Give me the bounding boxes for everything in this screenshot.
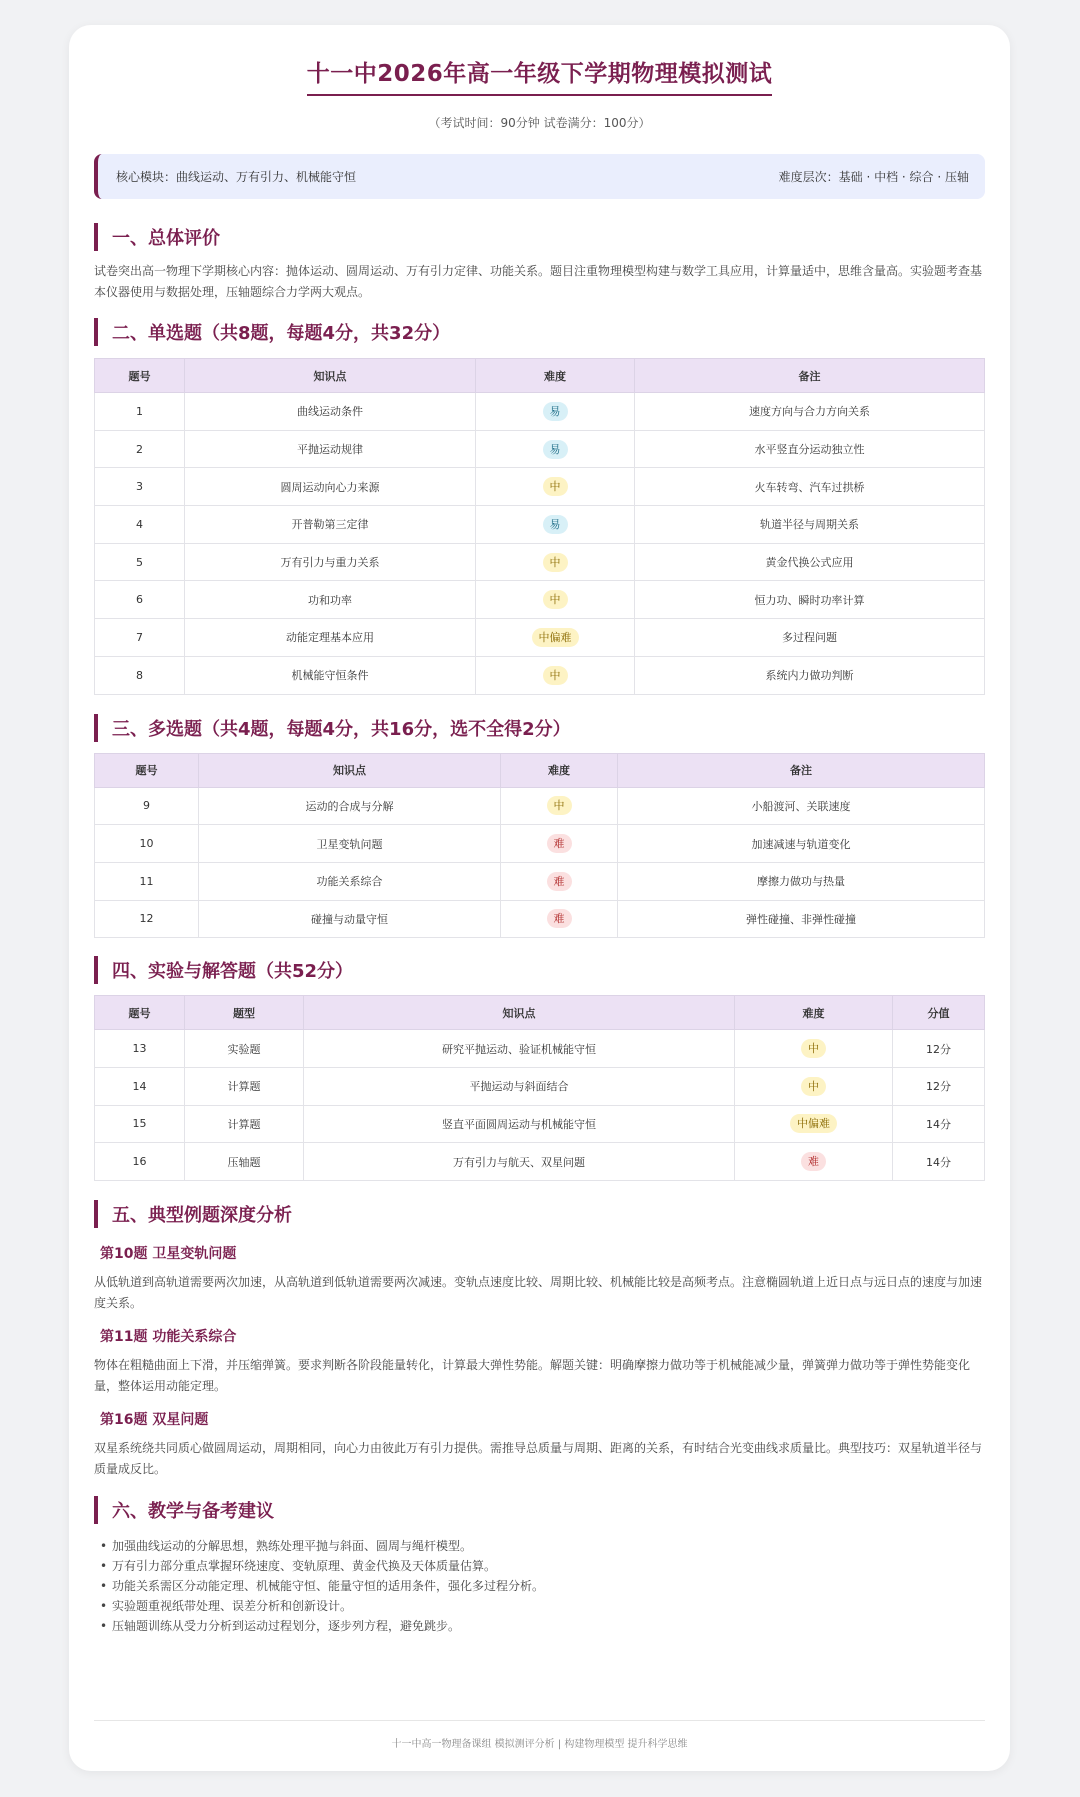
col-header-score: 分值	[893, 996, 985, 1030]
topic-cell: 曲线运动条件	[185, 393, 476, 431]
analysis-text-q16: 双星系统绕共同质心做圆周运动，周期相同，向心力由彼此万有引力提供。需推导总质量与周期、距离的关系，有时结合光变曲线求质量比。典型技巧：双星轨道半径与质量成反比。	[94, 1441, 983, 1476]
table-row	[95, 619, 985, 657]
note-cell: 弹性碰撞、非弹性碰撞	[618, 900, 985, 938]
level-cell	[476, 581, 635, 619]
multi-choice-table	[94, 753, 985, 939]
section-heading-suggestions: 六、教学与备考建议	[94, 1496, 985, 1524]
section-heading-experiment: 四、实验与解答题（共52分）	[94, 956, 985, 984]
level-cell	[476, 506, 635, 544]
topic-cell: 机械能守恒条件	[185, 656, 476, 694]
no-cell: 5	[95, 543, 185, 581]
topic-cell: 运动的合成与分解	[199, 787, 501, 825]
no-cell: 3	[95, 468, 185, 506]
difficulty-badge: 中	[801, 1077, 826, 1096]
difficulty-badge: 中	[543, 666, 568, 685]
table-row	[95, 506, 985, 544]
table-header-row	[95, 996, 985, 1030]
difficulty-badge: 中	[543, 590, 568, 609]
topic-cell: 碰撞与动量守恒	[199, 900, 501, 938]
no-cell: 12	[95, 900, 199, 938]
kind-cell: 实验题	[185, 1030, 304, 1068]
level-cell	[735, 1105, 893, 1143]
level-cell	[501, 825, 618, 863]
analysis-text-q11: 物体在粗糙曲面上下滑，并压缩弹簧。要求判断各阶段能量转化，计算最大弹性势能。解题关键：明确摩擦力做功等于机械能减少量，弹簧弹力做功等于弹性势能变化量，整体运用动能定理。	[94, 1358, 971, 1393]
difficulty-badge: 难	[547, 872, 572, 891]
difficulty-badge: 难	[547, 834, 572, 853]
col-header-no: 题号	[95, 753, 199, 787]
level-cell	[501, 787, 618, 825]
table-row	[95, 1105, 985, 1143]
score-cell: 14分	[893, 1105, 985, 1143]
level-cell	[501, 862, 618, 900]
kind-cell: 计算题	[185, 1067, 304, 1105]
col-header-topic: 知识点	[185, 359, 476, 393]
difficulty-levels: 难度层次：基础 · 中档 · 综合 · 压轴	[778, 170, 969, 184]
note-cell: 小船渡河、关联速度	[618, 787, 985, 825]
col-header-kind: 题型	[185, 996, 304, 1030]
difficulty-badge: 易	[543, 440, 568, 459]
table-row	[95, 1143, 985, 1181]
table-row	[95, 468, 985, 506]
col-header-no: 题号	[95, 359, 185, 393]
table-row	[95, 1067, 985, 1105]
difficulty-badge: 易	[543, 402, 568, 421]
col-header-topic: 知识点	[304, 996, 735, 1030]
suggestion-list	[94, 1536, 985, 1636]
topic-cell: 平抛运动规律	[185, 430, 476, 468]
section-heading-analysis: 五、典型例题深度分析	[94, 1200, 985, 1228]
page-title: 十一中2026年高一年级下学期物理模拟测试	[307, 55, 773, 96]
note-cell: 多过程问题	[635, 619, 985, 657]
col-header-topic: 知识点	[199, 753, 501, 787]
level-cell	[476, 430, 635, 468]
col-header-level: 难度	[735, 996, 893, 1030]
topic-cell: 动能定理基本应用	[185, 619, 476, 657]
kind-cell: 压轴题	[185, 1143, 304, 1181]
table-row	[95, 1030, 985, 1068]
note-cell: 摩擦力做功与热量	[618, 862, 985, 900]
exam-info: （考试时间：90分钟 试卷满分：100分）	[428, 116, 651, 130]
topic-cell: 万有引力与重力关系	[185, 543, 476, 581]
level-cell	[735, 1067, 893, 1105]
difficulty-badge: 中	[801, 1039, 826, 1058]
table-row	[95, 430, 985, 468]
section-heading-multi-choice: 三、多选题（共4题，每题4分，共16分，选不全得2分）	[94, 714, 985, 742]
section-heading-overview: 一、总体评价	[94, 223, 985, 251]
overview-text: 试卷突出高一物理下学期核心内容：抛体运动、圆周运动、万有引力定律、功能关系。题目注重物理模型构建与数学工具应用，计算量适中，思维含量高。实验题考查基本仪器使用与数据处理，压轴题综合力学两大观点。	[94, 264, 983, 299]
note-cell: 速度方向与合力方向关系	[635, 393, 985, 431]
col-header-note: 备注	[618, 753, 985, 787]
topic-cell: 研究平抛运动、验证机械能守恒	[304, 1030, 735, 1068]
col-header-note: 备注	[635, 359, 985, 393]
table-header-row	[95, 359, 985, 393]
col-header-no: 题号	[95, 996, 185, 1030]
footer: 十一中高一物理备课组 模拟测评分析 | 构建物理模型 提升科学思维	[94, 1720, 985, 1750]
score-cell: 12分	[893, 1030, 985, 1068]
topic-cell: 卫星变轨问题	[199, 825, 501, 863]
level-cell	[735, 1030, 893, 1068]
topic-cell: 开普勒第三定律	[185, 506, 476, 544]
no-cell: 9	[95, 787, 199, 825]
note-cell: 加速减速与轨道变化	[618, 825, 985, 863]
difficulty-badge: 易	[543, 515, 568, 534]
difficulty-badge: 中	[543, 553, 568, 572]
table-row	[95, 900, 985, 938]
section-heading-single-choice: 二、单选题（共8题，每题4分，共32分）	[94, 318, 985, 346]
no-cell: 6	[95, 581, 185, 619]
no-cell: 10	[95, 825, 199, 863]
difficulty-badge: 中	[547, 796, 572, 815]
col-header-level: 难度	[476, 359, 635, 393]
analysis-title-q11: 第11题 功能关系综合	[100, 1329, 237, 1345]
note-cell: 恒力功、瞬时功率计算	[635, 581, 985, 619]
table-row	[95, 656, 985, 694]
topic-cell: 圆周运动向心力来源	[185, 468, 476, 506]
col-header-level: 难度	[501, 753, 618, 787]
topic-cell: 功能关系综合	[199, 862, 501, 900]
note-cell: 水平竖直分运动独立性	[635, 430, 985, 468]
list-item: • 实验题重视纸带处理、误差分析和创新设计。	[100, 1596, 985, 1616]
level-cell	[735, 1143, 893, 1181]
level-cell	[476, 468, 635, 506]
note-cell: 系统内力做功判断	[635, 656, 985, 694]
analysis-text-q10: 从低轨道到高轨道需要两次加速，从高轨道到低轨道需要两次减速。变轨点速度比较、周期比较、机械能比较是高频考点。注意椭圆轨道上近日点与远日点的速度与加速度关系。	[94, 1275, 983, 1310]
no-cell: 16	[95, 1143, 185, 1181]
level-cell	[476, 393, 635, 431]
table-row	[95, 862, 985, 900]
no-cell: 1	[95, 393, 185, 431]
no-cell: 15	[95, 1105, 185, 1143]
note-cell: 火车转弯、汽车过拱桥	[635, 468, 985, 506]
table-row	[95, 581, 985, 619]
no-cell: 14	[95, 1067, 185, 1105]
experiment-rows	[95, 1030, 985, 1181]
analysis-title-q10: 第10题 卫星变轨问题	[100, 1246, 237, 1262]
note-cell: 轨道半径与周期关系	[635, 506, 985, 544]
table-row	[95, 825, 985, 863]
no-cell: 8	[95, 656, 185, 694]
list-item: • 压轴题训练从受力分析到运动过程划分，逐步列方程，避免跳步。	[100, 1616, 985, 1636]
no-cell: 13	[95, 1030, 185, 1068]
no-cell: 4	[95, 506, 185, 544]
difficulty-badge: 中	[543, 477, 568, 496]
difficulty-badge: 难	[547, 909, 572, 928]
level-cell	[476, 619, 635, 657]
core-modules: 核心模块：曲线运动、万有引力、机械能守恒	[116, 170, 357, 184]
no-cell: 7	[95, 619, 185, 657]
table-row	[95, 543, 985, 581]
analysis-title-q16: 第16题 双星问题	[100, 1412, 209, 1428]
table-row	[95, 393, 985, 431]
single-choice-rows	[95, 393, 985, 695]
score-cell: 14分	[893, 1143, 985, 1181]
topic-cell: 功和功率	[185, 581, 476, 619]
topic-cell: 万有引力与航天、双星问题	[304, 1143, 735, 1181]
table-header-row	[95, 753, 985, 787]
table-row	[95, 787, 985, 825]
list-item: • 功能关系需区分动能定理、机械能守恒、能量守恒的适用条件，强化多过程分析。	[100, 1576, 985, 1596]
kind-cell: 计算题	[185, 1105, 304, 1143]
difficulty-badge: 中偏难	[532, 628, 579, 647]
no-cell: 11	[95, 862, 199, 900]
list-item: • 万有引力部分重点掌握环绕速度、变轨原理、黄金代换及天体质量估算。	[100, 1556, 985, 1576]
difficulty-badge: 中偏难	[790, 1114, 837, 1133]
level-cell	[501, 900, 618, 938]
note-cell: 黄金代换公式应用	[635, 543, 985, 581]
single-choice-table	[94, 358, 985, 695]
no-cell: 2	[95, 430, 185, 468]
score-cell: 12分	[893, 1067, 985, 1105]
report-card	[69, 25, 1010, 1771]
experiment-table	[94, 995, 985, 1181]
level-cell	[476, 656, 635, 694]
topic-cell: 竖直平面圆周运动与机械能守恒	[304, 1105, 735, 1143]
list-item: • 加强曲线运动的分解思想，熟练处理平抛与斜面、圆周与绳杆模型。	[100, 1536, 985, 1556]
module-info-bar	[94, 154, 985, 199]
difficulty-badge: 难	[801, 1152, 826, 1171]
topic-cell: 平抛运动与斜面结合	[304, 1067, 735, 1105]
title-wrap	[94, 55, 985, 96]
level-cell	[476, 543, 635, 581]
multi-choice-rows	[95, 787, 985, 938]
